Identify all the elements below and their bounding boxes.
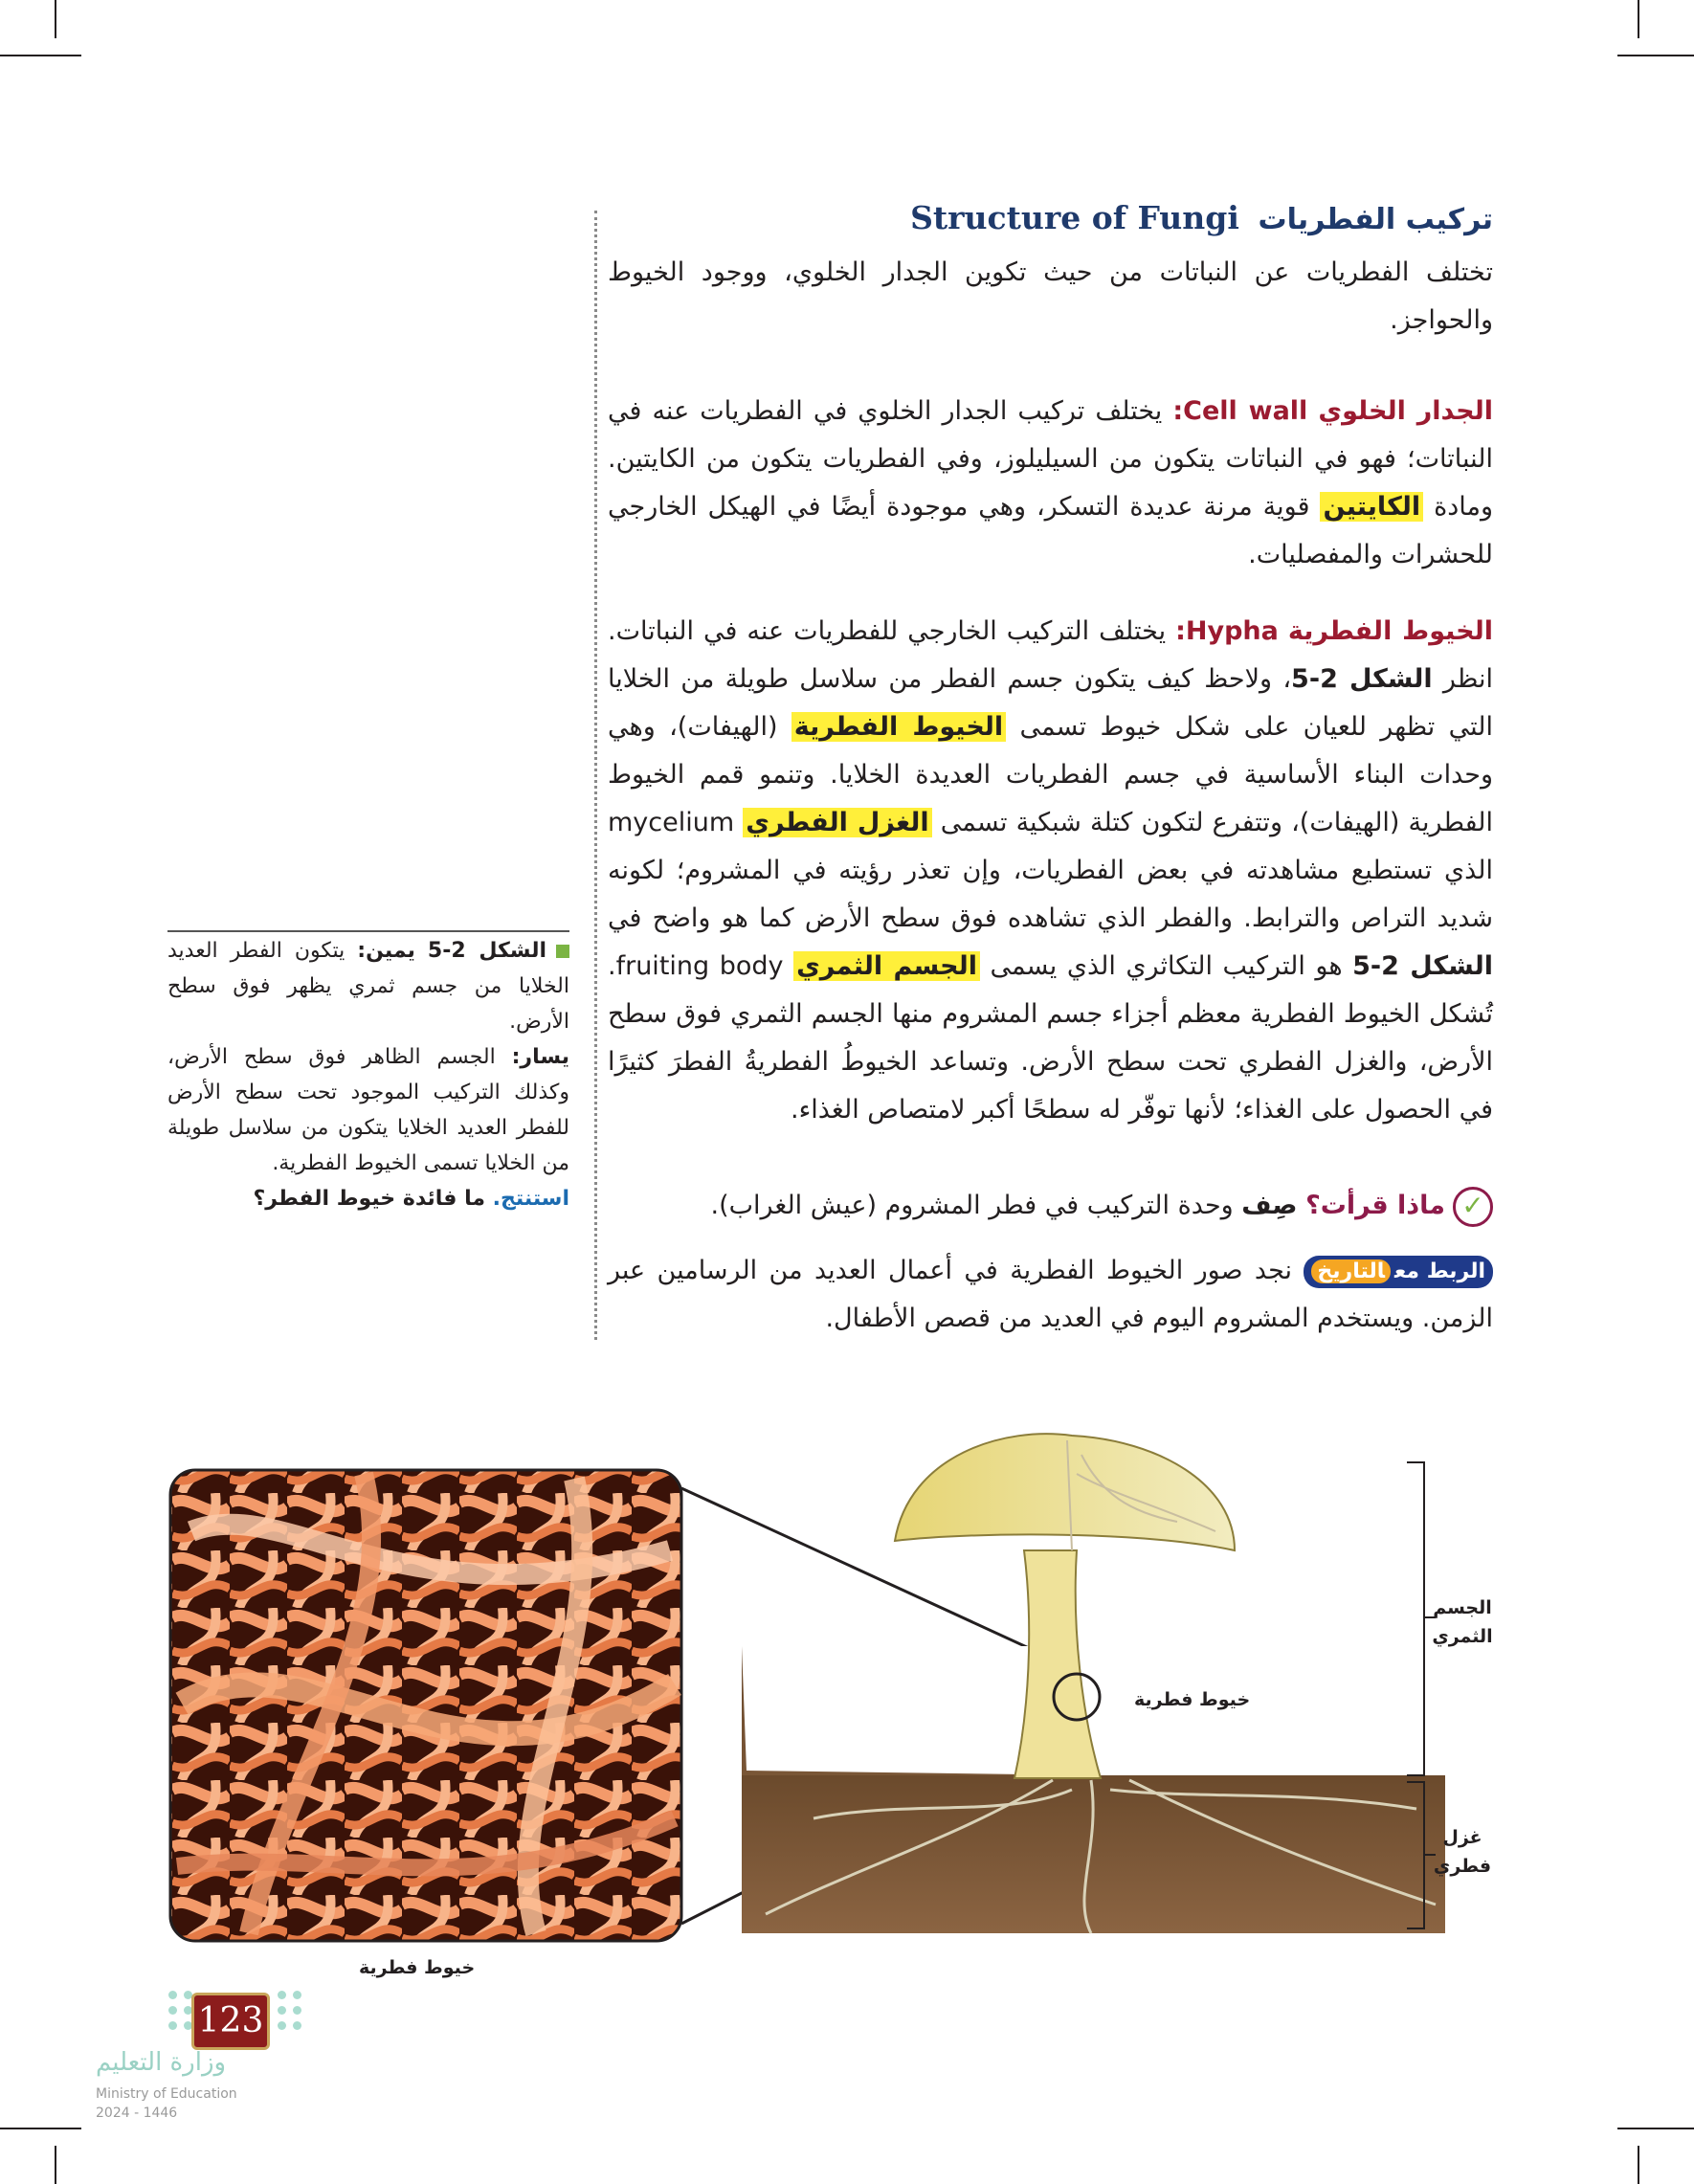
intro-text: تختلف الفطريات عن النباتات من حيث تكوين الجدار الخلوي، ووجود الخيوط والحواجز. (608, 257, 1493, 335)
cell-wall-colon: : (1172, 396, 1184, 426)
fruiting-body-en: fruiting body (615, 951, 794, 981)
reading-check-text: وحدة التركيب في فطر المشروم (عيش الغراب). (710, 1191, 1242, 1220)
cell-wall-term-ar: الجدار الخلوي (1318, 396, 1493, 426)
mushroom-cap (895, 1434, 1235, 1550)
fruiting-body-highlight: الجسم الثمري (793, 951, 980, 981)
figure-ref-2: الشكل 2-5 (1352, 951, 1493, 981)
section-title-en: Structure of Fungi (910, 199, 1239, 236)
hypha-t5: هو التركيب التكاثري الذي يسمى (980, 951, 1353, 981)
cell-wall-text1: يختلف تركيب الجدار الخلوي في الفطريات عنه في النباتات؛ فهو في النباتات يتكون من السيليلوز، وفي الفطريات يتكون من الكايتين. ومادة (608, 396, 1493, 522)
mushroom-hyphae-label: خيوط فطرية (1134, 1689, 1251, 1710)
mycelium-label (1424, 1823, 1501, 1881)
fruiting-body-label (1424, 1593, 1501, 1651)
hypha-colon: : (1175, 616, 1186, 646)
hypha-t4: الذي تستطيع مشاهدته في بعض الفطريات، وإن تعذر رؤيته في المشروم؛ لكونه شديد التراص والترابط. والفطر الذي تشاهده فوق سطح الأرض كما هو واضح في (608, 856, 1493, 933)
hypha-t3: (الهيفات)، وهي وحدات البناء الأساسية في جسم الفطريات العديدة الخلايا. وتنمو قمم الخيوط الفطرية (الهيفات)، وتتفرع لتكون كتلة شبكية تسمى (608, 712, 1493, 837)
history-connection-text: نجد صور الخيوط الفطرية في أعمال العديد من الرسامين عبر الزمن. ويستخدم المشروم اليوم في العديد من قصص الأطفال. (608, 1256, 1493, 1333)
cell-wall-term-en: Cell wall (1183, 396, 1308, 426)
fruiting-body-label-l1: الجسم (1433, 1597, 1492, 1618)
micrograph-label: خيوط فطرية (359, 1957, 476, 1978)
badge-main: الربط (1426, 1259, 1485, 1283)
fruiting-body-label-l2: الثمري (1432, 1626, 1493, 1647)
hypha-term-ar: الخيوط الفطرية (1287, 616, 1493, 646)
mycelium-highlight: الغزل الفطري (743, 808, 931, 837)
cell-wall-text2: قوية مرنة عديدة التسكر، وهي موجودة أيضًا في الهيكل الخارجي للحشرات والمفصليات. (608, 492, 1493, 569)
hypha-t2: ، ولاحظ كيف يتكون جسم الفطر من سلاسل طويلة من الخلايا التي تظهر للعيان على شكل خيوط تسمى (608, 664, 1493, 742)
mycelium-label-l2: فطري (1433, 1856, 1492, 1877)
reading-check-verb: صِف (1241, 1191, 1298, 1220)
mycelium-en: mycelium (608, 808, 744, 837)
page-number: 123 (191, 1993, 270, 2050)
hypha-t6: . تُشكل الخيوط الفطرية معظم أجزاء جسم المشروم منها الجسم الثمري فوق سطح الأرض، والغزل الفطري تحت سطح الأرض. وتساعد الخيوطُ الفطريةُ الفطرَ كثيرًا في الحصول على الغذاء؛ لأنها توفّر له سطحًا أكبر لامتصاص الغذاء. (608, 951, 1493, 1125)
caption-right-label: يمين: (357, 939, 415, 963)
hypha-t1: يختلف التركيب الخارجي للفطريات عنه في النباتات. انظر (608, 616, 1493, 694)
figure-ref-1: الشكل 2-5 (1291, 664, 1433, 694)
caption-left-text: الجسم الظاهر فوق سطح الأرض، وكذلك التركيب الموجود تحت سطح الأرض للفطر العديد الخلايا يتكون من سلاسل طويلة من الخلايا تسمى الخيوط الفطرية. (167, 1045, 569, 1175)
hypha-term-en: Hypha (1185, 616, 1279, 646)
caption-fig-label: الشكل 2-5 (427, 939, 546, 963)
caption-question-label: استنتج. (492, 1187, 569, 1211)
checkmark-icon: ✓ (1453, 1187, 1493, 1227)
reading-check-label: ماذا قرأت؟ (1305, 1191, 1445, 1220)
ministry-name-ar: وزارة التعليم (96, 2048, 227, 2077)
ministry-name-en: Ministry of Education (96, 2086, 237, 2102)
caption-right-text: يتكون الفطر العديد الخلايا من جسم ثمري يظهر فوق سطح الأرض. (167, 939, 569, 1034)
chitin-highlight: الكايتين (1320, 492, 1423, 522)
section-title-ar: تركيب الفطريات (1258, 203, 1493, 236)
mycelium-label-l1: غزل (1442, 1827, 1482, 1848)
hyphae-highlight: الخيوط الفطرية (791, 712, 1006, 742)
badge-subject: التاريخ (1311, 1259, 1391, 1283)
badge-with: مع (1393, 1259, 1420, 1283)
edition-year: 2024 - 1446 (96, 2106, 178, 2121)
caption-question-text: ما فائدة خيوط الفطر؟ (253, 1187, 493, 1211)
caption-left-label: يسار: (511, 1045, 569, 1069)
